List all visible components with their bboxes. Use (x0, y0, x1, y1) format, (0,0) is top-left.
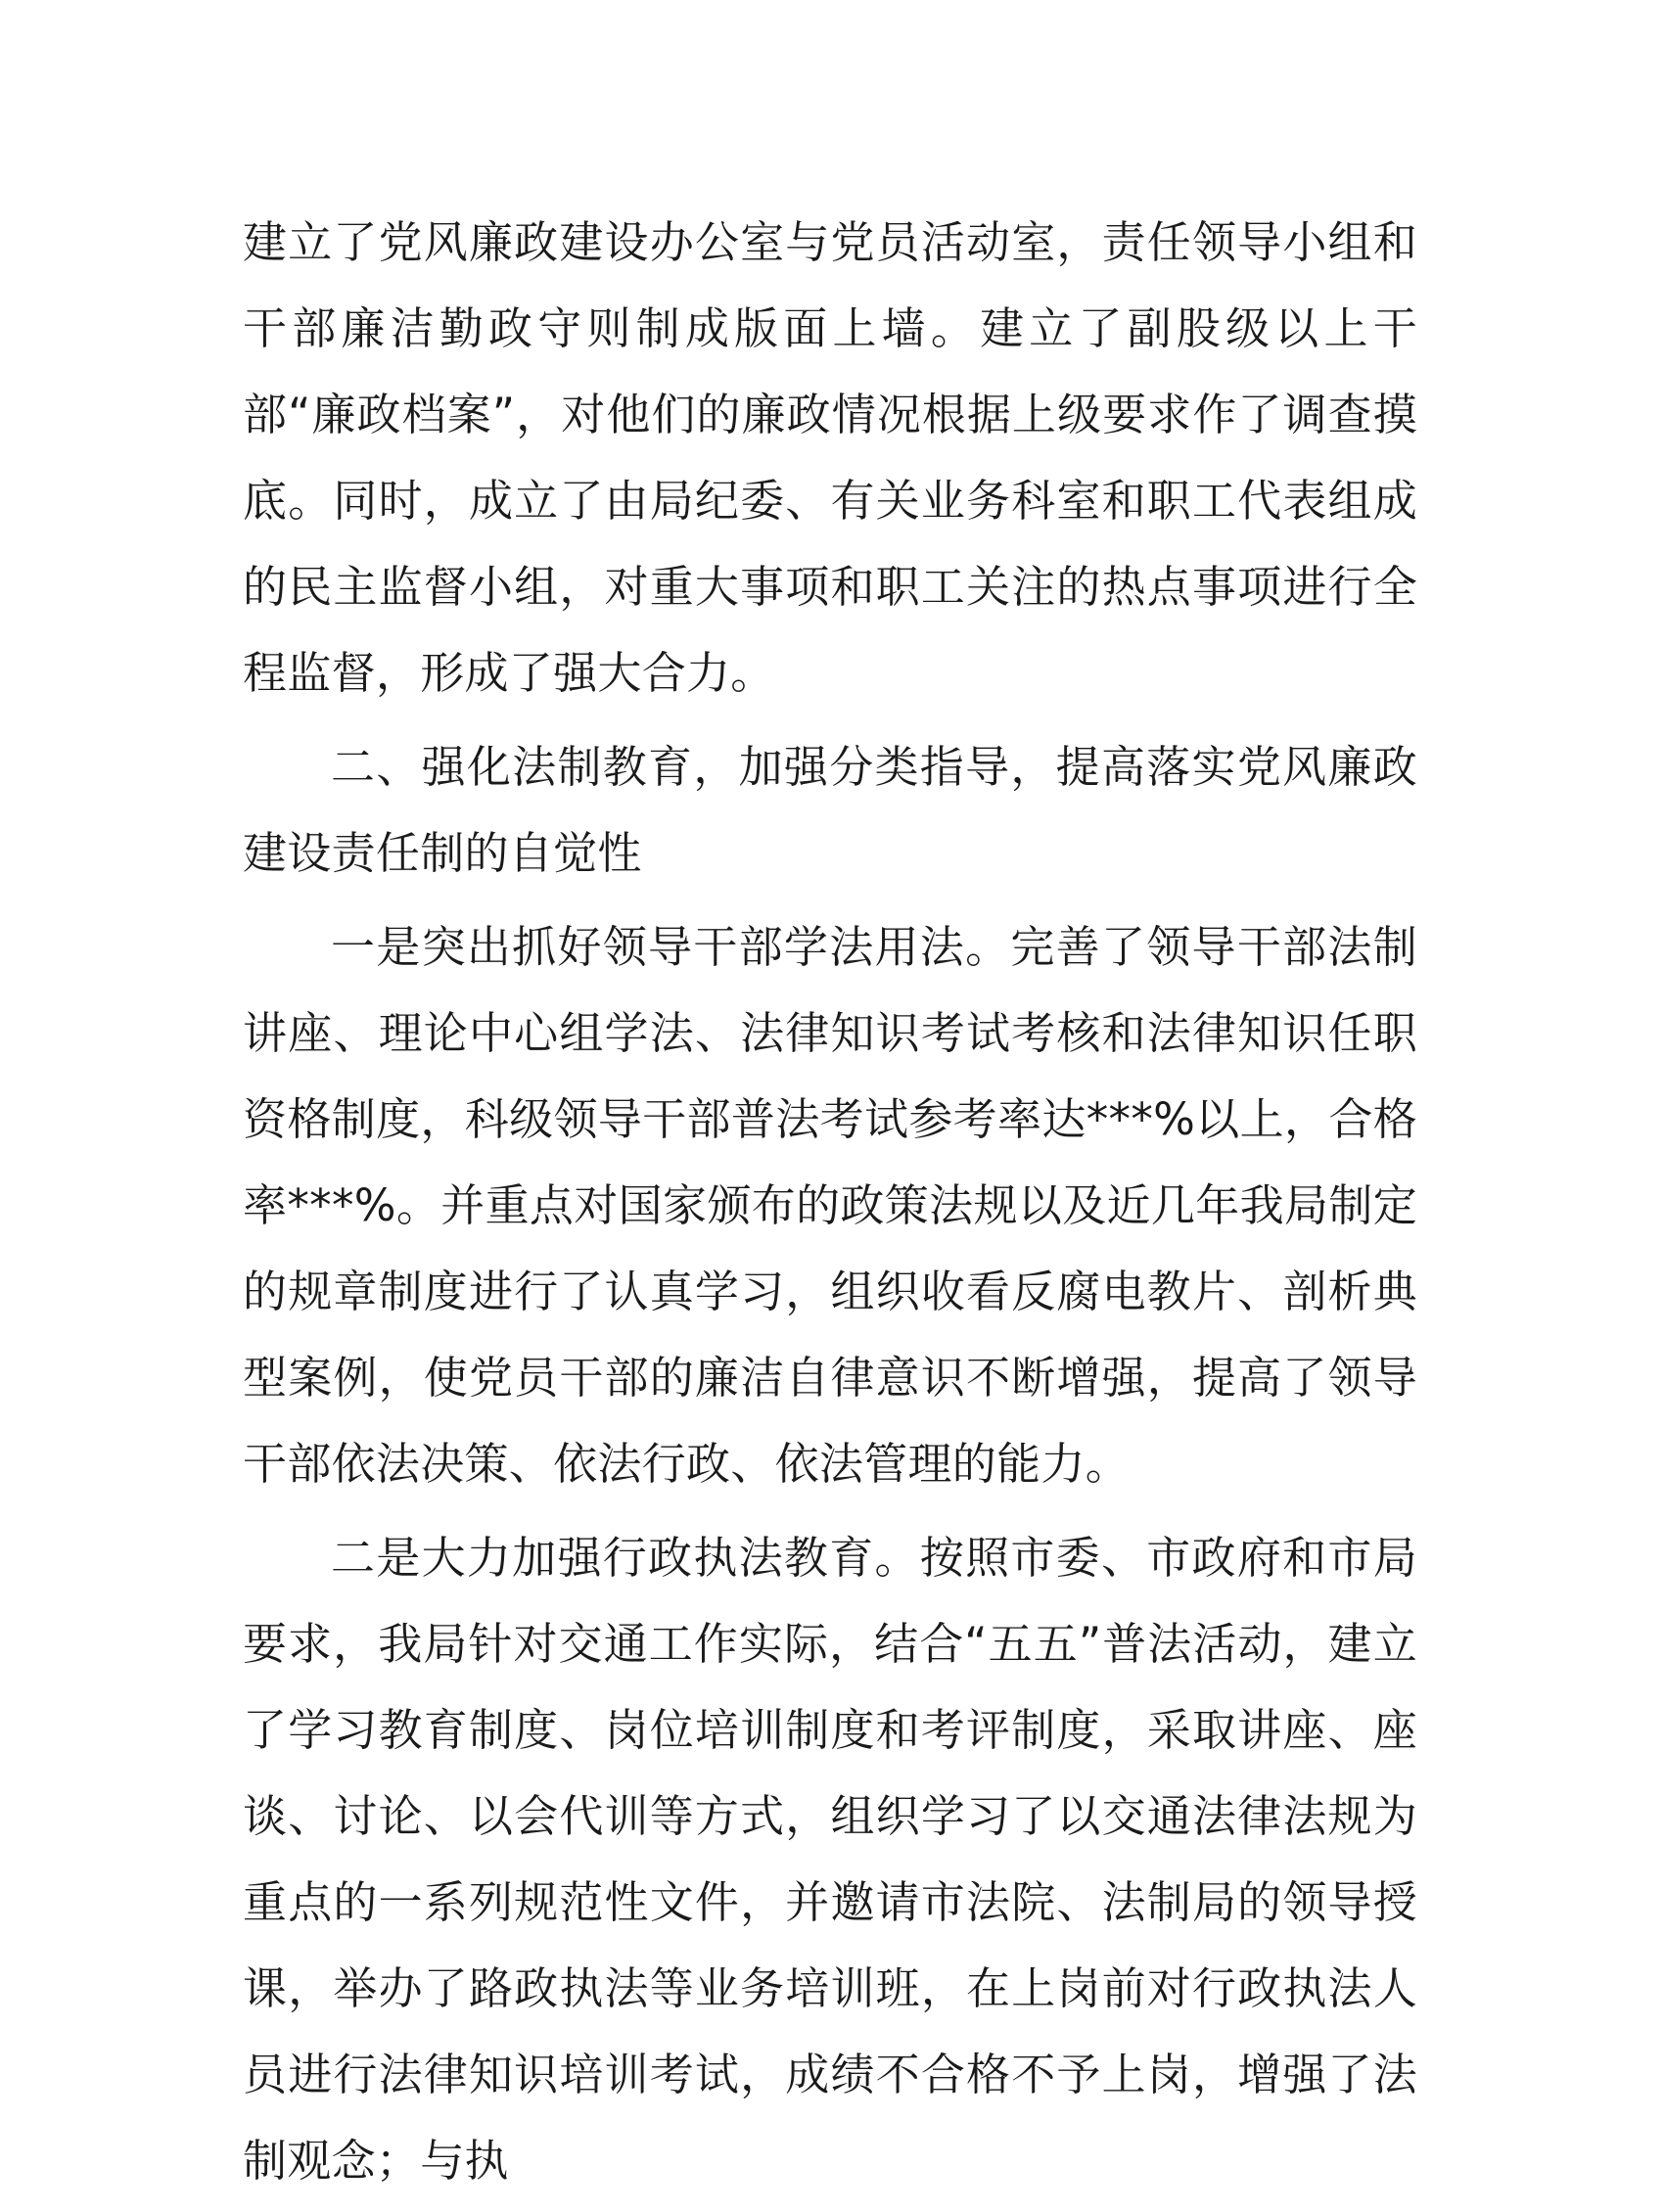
section-heading-legal-education: 二、强化法制教育，加强分类指导，提高落实党风廉政建设责任制的自觉性 (243, 741, 1417, 879)
paragraph-leaders-study-law: 一是突出抓好领导干部学法用法。完善了领导干部法制讲座、理论中心组学法、法律知识考试考核和法律知识任职资格制度，科级领导干部普法考试参考率达***%以上，合格率***%。并重点对国家颁布的政策法规以及近几年我局制定的规章制度进行了认真学习，组织收看反腐电教片、剖析典型案例，使党员干部的廉洁自律意识不断增强，提高了领导干部依法决策、依法行政、依法管理的能力。 (243, 921, 1417, 1490)
paragraph-leadership-setup: 建立了党风廉政建设办公室与党员活动室，责任领导小组和干部廉洁勤政守则制成版面上墙。建立了副股级以上干部“廉政档案”，对他们的廉政情况根据上级要求作了调查摸底。同时，成立了由局纪委、有关业务科室和职工代表组成的民主监督小组，对重大事项和职工关注的热点事项进行全程监督，形成了强大合力。 (243, 216, 1417, 699)
document-body (243, 200, 1417, 2212)
paragraph-law-enforcement-education: 二是大力加强行政执法教育。按照市委、市政府和市局要求，我局针对交通工作实际，结合“五五”普法活动，建立了学习教育制度、岗位培训制度和考评制度，采取讲座、座谈、讨论、以会代训等方式，组织学习了以交通法律法规为重点的一系列规范性文件，并邀请市法院、法制局的领导授课，举办了路政执法等业务培训班，在上岗前对行政执法人员进行法律知识培训考试，成绩不合格不予上岗，增强了法制观念；与执 (243, 1532, 1417, 2187)
